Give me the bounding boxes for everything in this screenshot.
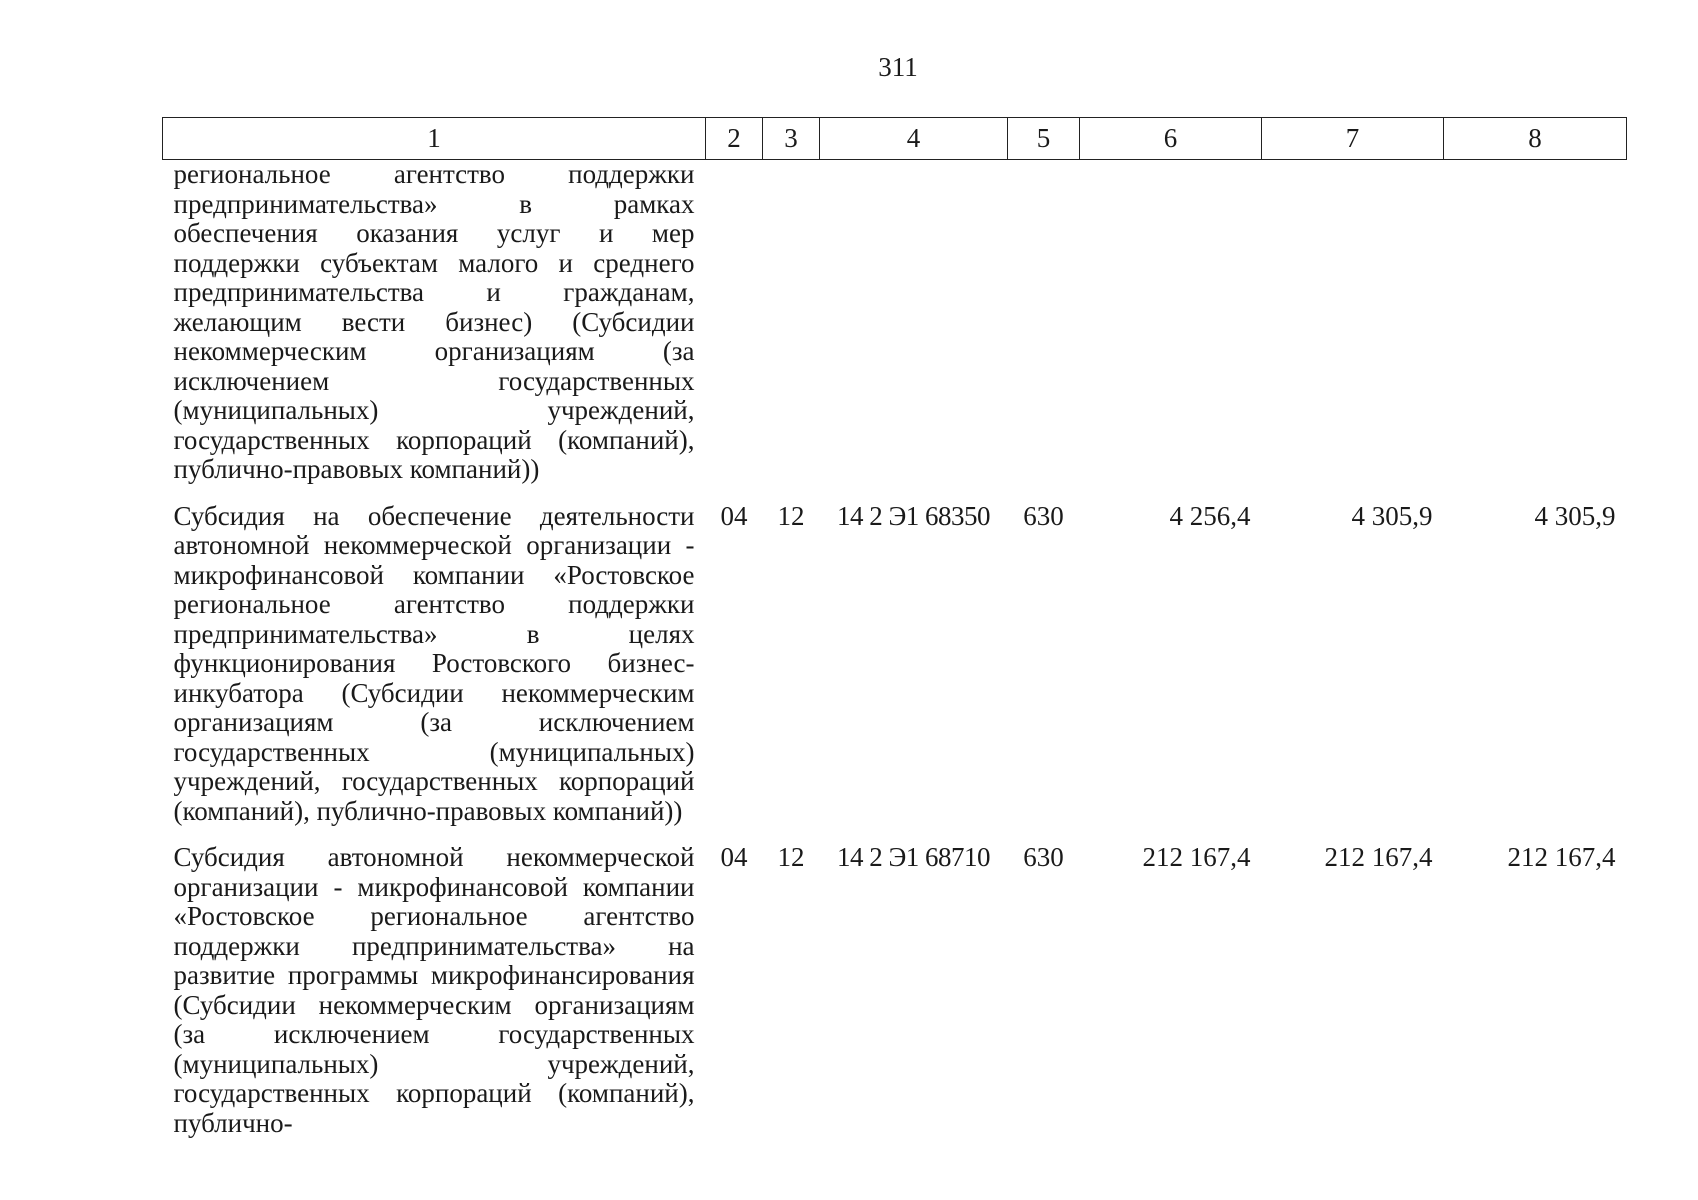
row-amount-col6: 4 256,4: [1169, 500, 1251, 531]
header-col-7: 7: [1262, 118, 1444, 160]
table-body: [163, 160, 1627, 1153]
header-col-4: 4: [820, 118, 1008, 160]
row-amount-col6: 212 167,4: [1142, 842, 1251, 872]
table-row: [163, 160, 1627, 499]
page-number: 311: [878, 52, 918, 82]
header-col-2: 2: [706, 118, 763, 160]
table-row: [163, 840, 1627, 1152]
header-col-5: 5: [1008, 118, 1080, 160]
header-col-6: 6: [1080, 118, 1262, 160]
header-col-8: 8: [1444, 118, 1627, 160]
row-expense-type: 630: [1023, 500, 1064, 531]
row-description: Субсидия автономной некоммерческой организации - микрофинансовой компании «Ростовское региональное агентство поддержки предпринимательства» на развитие программы микрофинансирования (Субсидии некоммерческим организациям (за исключением государственных (муниципальных) учреждений, государственных корпораций (компаний), публично-: [173, 842, 695, 1138]
row-subsection: 12: [777, 842, 805, 872]
header-row: [163, 118, 1627, 160]
row-section: 04: [720, 500, 748, 531]
row-amount-col8: [1444, 160, 1627, 499]
row-amount-col7: [1262, 160, 1444, 499]
row-amount-col6: [1080, 160, 1262, 499]
row-target-code: [820, 160, 1008, 499]
row-description: региональное агентство поддержки предпринимательства» в рамках обеспечения оказания услуг и мер поддержки субъектам малого и среднего предпринимательства и гражданам, желающим вести бизнес) (Субсидии некоммерческим организациям (за исключением государственных (муниципальных) учреждений, государственных корпораций (компаний), публично-правовых компаний)): [173, 159, 695, 484]
row-target-code: 14 2 Э1 68350: [836, 500, 991, 531]
header-col-1: 1: [163, 118, 706, 160]
row-description: Субсидия на обеспечение деятельности автономной некоммерческой организации - микрофинансовой компании «Ростовское региональное агентство поддержки предпринимательства» в целях функционирования Ростовского бизнес-инкубатора (Субсидии некоммерческим организациям (за исключением государственных (муниципальных) учреждений, государственных корпораций (компаний), публично-правовых компаний)): [173, 500, 695, 826]
row-subsection: [763, 160, 820, 499]
table-row: [163, 499, 1627, 841]
row-section: [706, 160, 763, 499]
header-col-3: 3: [763, 118, 820, 160]
row-expense-type: 630: [1023, 842, 1064, 872]
row-subsection: 12: [777, 500, 805, 531]
row-target-code: 14 2 Э1 68710: [836, 842, 991, 872]
row-amount-col7: 4 305,9: [1351, 500, 1433, 531]
row-section: 04: [720, 842, 748, 872]
table-header: [163, 118, 1627, 160]
row-expense-type: [1008, 160, 1080, 499]
row-amount-col8: 4 305,9: [1534, 500, 1616, 531]
row-amount-col7: 212 167,4: [1324, 842, 1433, 872]
budget-table: [162, 117, 1627, 1152]
row-amount-col8: 212 167,4: [1507, 842, 1616, 872]
